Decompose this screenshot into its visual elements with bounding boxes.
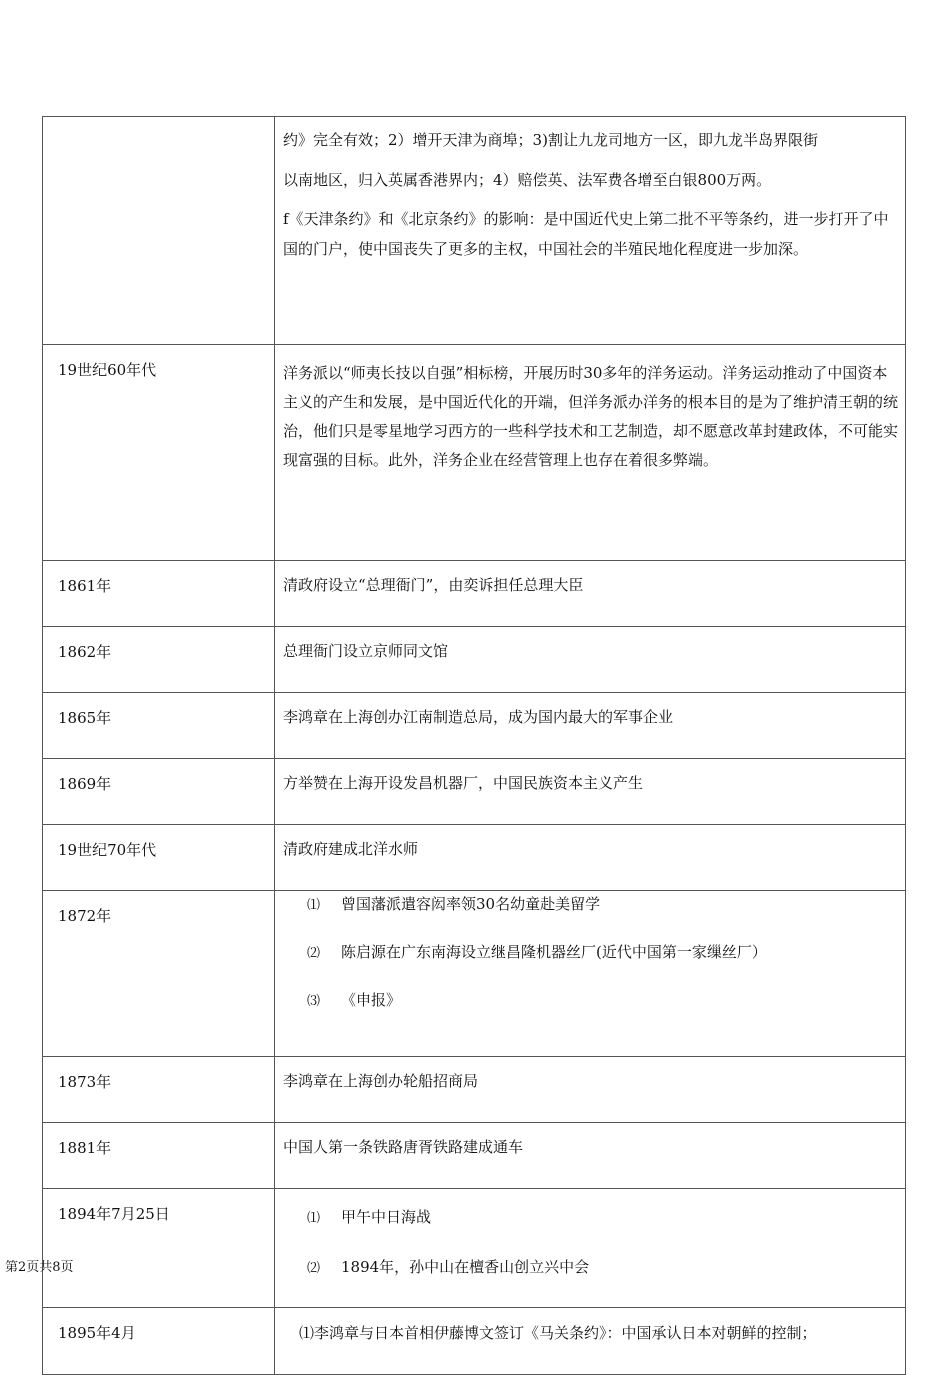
date-cell: 1861年 — [43, 561, 275, 627]
date-cell: 1895年4月 — [43, 1308, 275, 1375]
timeline-table — [42, 116, 906, 1375]
description-cell: 洋务派以“师夷长技以自强”相标榜，开展历时30多年的洋务运动。洋务运动推动了中国资本主义的产生和发展，是中国近代化的开端，但洋务派办洋务的根本目的是为了维护清王朝的统治，他们只是零星地学习西方的一些科学技术和工艺制造，却不愿意改革封建政体，不可能实现富强的目标。此外，洋务企业在经营管理上也存在着很多弊端。 — [275, 345, 906, 561]
page-footer: 第2页共8页 — [5, 1260, 74, 1275]
table-row — [43, 1123, 906, 1189]
list-item — [283, 1207, 899, 1257]
list-number: ⑶ — [307, 994, 321, 1009]
table-row — [43, 891, 906, 1057]
list-item — [283, 894, 899, 942]
table-row — [43, 117, 906, 345]
date-cell: 19世纪60年代 — [43, 345, 275, 561]
description-cell — [275, 117, 906, 345]
table-row — [43, 561, 906, 627]
date-cell: 19世纪70年代 — [43, 825, 275, 891]
date-cell: 1872年 — [43, 891, 275, 1057]
description-cell — [275, 1189, 906, 1308]
table-row — [43, 1189, 906, 1308]
description-cell — [275, 891, 906, 1057]
list-item — [283, 942, 899, 990]
date-cell: 1873年 — [43, 1057, 275, 1123]
table-row — [43, 345, 906, 561]
description-cell: 李鸿章在上海创办轮船招商局 — [275, 1057, 906, 1123]
date-cell: 1881年 — [43, 1123, 275, 1189]
description-cell: 方举赞在上海开设发昌机器厂，中国民族资本主义产生 — [275, 759, 906, 825]
description-cell: ⑴李鸿章与日本首相伊藤博文签订《马关条约》：中国承认日本对朝鲜的控制； — [275, 1308, 906, 1375]
table-row — [43, 825, 906, 891]
date-cell — [43, 117, 275, 345]
list-number: ⑵ — [307, 1261, 321, 1276]
date-cell: 1869年 — [43, 759, 275, 825]
paragraph: f《天津条约》和《北京条约》的影响：是中国近代史上第二批不平等条约，进一步打开了中国的门户，使中国丧失了更多的主权，中国社会的半殖民地化程度进一步加深。 — [283, 210, 889, 258]
list-text: 《申报》 — [341, 991, 402, 1009]
list-item — [283, 1257, 899, 1307]
description-cell: 中国人第一条铁路唐胥铁路建成通车 — [275, 1123, 906, 1189]
list-item — [283, 990, 899, 1038]
description-cell: 清政府建成北洋水师 — [275, 825, 906, 891]
description-cell: 总理衙门设立京师同文馆 — [275, 627, 906, 693]
table-row — [43, 627, 906, 693]
table-row — [43, 759, 906, 825]
paragraph: 以南地区，归入英属香港界内；4）赔偿英、法军费各增至白银800万两。 — [283, 171, 772, 189]
list-text: 甲午中日海战 — [341, 1208, 432, 1226]
list-number: ⑵ — [307, 946, 321, 961]
list-text: 陈启源在广东南海设立继昌隆机器丝厂(近代中国第一家缫丝厂） — [341, 943, 767, 961]
list-text: 1894年，孙中山在檀香山创立兴中会 — [341, 1258, 590, 1276]
list-number: ⑴ — [307, 898, 321, 913]
table-row — [43, 1308, 906, 1375]
date-cell: 1862年 — [43, 627, 275, 693]
list-number: ⑴ — [307, 1211, 321, 1226]
list-text: 曾国藩派遣容闳率领30名幼童赴美留学 — [341, 895, 601, 913]
paragraph: 约》完全有效；2）增开天津为商埠；3)割让九龙司地方一区，即九龙半岛界限街 — [283, 131, 818, 149]
date-cell: 1894年7月25日 — [43, 1189, 275, 1308]
date-cell: 1865年 — [43, 693, 275, 759]
description-cell: 清政府设立“总理衙门”，由奕诉担任总理大臣 — [275, 561, 906, 627]
table-row — [43, 1057, 906, 1123]
table-row — [43, 693, 906, 759]
description-cell: 李鸿章在上海创办江南制造总局，成为国内最大的军事企业 — [275, 693, 906, 759]
